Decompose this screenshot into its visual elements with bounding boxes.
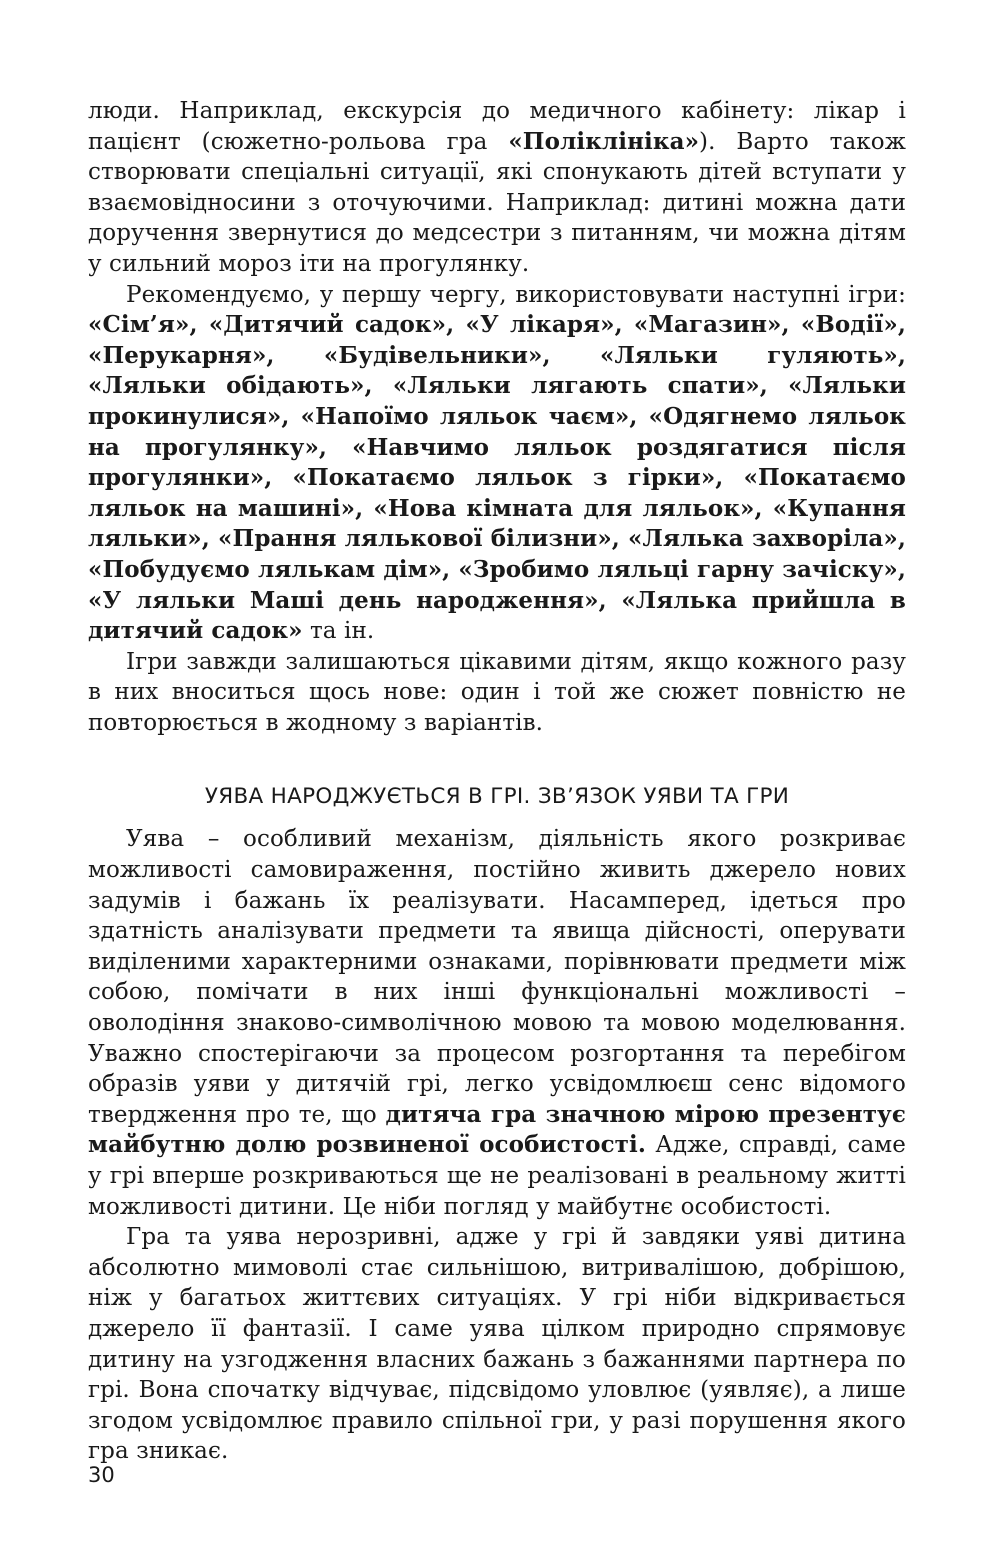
section-heading: УЯВА НАРОДЖУЄТЬСЯ В ГРІ. ЗВ’ЯЗОК УЯВИ ТА ГРИ bbox=[204, 784, 790, 810]
paragraph-text: люди. Наприклад, екскурсія до медичного кабінету: лікар і пацієнт (сюжетно-рольова гра bbox=[88, 98, 906, 155]
game-titles-list: «Сім’я», «Дитячий садок», «У лікаря», «Магазин», «Водії», «Перукарня», «Будівельники», «Ляльки гуляють», «Ляльки обідають», «Ляльки лягають спати», «Ляльки прокинулися», «Напоїмо ляльок чаєм», «Одягнемо ляльок на прогулянку», «Навчимо ляльок роздягатися після прогулянки», «Покатаємо ляльок з гірки», «Покатаємо ляльок на машині», «Нова кімната для ляльок», «Купання ляльки», «Прання лялькової білизни», «Лялька захворіла», «Побудуємо лялькам дім», «Зробимо ляльці гарну зачіску», «У ляльки Маші день народження», «Лялька прийшла в дитячий садок» bbox=[88, 311, 906, 645]
paragraph-game-and-imagination bbox=[88, 1222, 906, 1467]
page-body bbox=[88, 96, 906, 1467]
paragraph-imagination bbox=[88, 824, 906, 1222]
emphasis-statement: дитяча гра значною мірою презентує майбутню долю розвиненої особистості. bbox=[88, 1100, 906, 1159]
paragraph-text: та ін. bbox=[302, 618, 375, 645]
paragraph-text: Гра та уява нерозривні, адже у грі й завдяки уяві дитина абсолютно мимоволі стає сильнішою, витривалішою, добрішою, ніж у багатьох життєвих ситуаціях. У грі ніби відкривається джерело її фантазії. І саме уява цілком природно спрямовує дитину на узгодження власних бажань з бажаннями партнера по грі. Вона спочатку відчуває, підсвідомо уловлює (уявляє), а лише згодом усвідомлює правило спільної гри, у разі порушення якого гра зникає. bbox=[88, 1224, 906, 1465]
paragraph-text: Уява – особливий механізм, діяльність якого розкриває можливості самовираження, постійно живить джерело нових задумів і бажань їх реалізувати. Насамперед, ідеться про здатність аналізувати предмети та явища дійсності, оперувати виділеними характерними ознаками, порівнювати предмети між собою, помічати в них інші функціональні можливості – оволодіння знаково-символічною мовою та мовою моделювання. Уважно спостерігаючи за процесом розгортання та перебігом образів уяви у дитячій грі, легко усвідомлюєш сенс відомого твердження про те, що bbox=[88, 826, 906, 1128]
paragraph-text: Ігри завжди залишаються цікавими дітям, якщо кожного разу в них вноситься щось нове: один і той же сюжет повністю не повторюється в жодному з варіантів. bbox=[88, 648, 906, 736]
paragraph-recommended-games bbox=[88, 280, 906, 647]
paragraph-text: Рекомендуємо, у першу чергу, використовувати наступні ігри: bbox=[126, 281, 906, 308]
paragraph-text: ). Варто також створювати спеціальні ситуації, які спонукають дітей вступати у взаємовідносини з оточуючими. Наприклад: дитині можна дати доручення звернутися до медсестри з питанням, чи можна дітям у сильний мороз іти на прогулянку. bbox=[88, 128, 906, 277]
paragraph-games-interesting bbox=[88, 647, 906, 739]
page-number: 30 bbox=[88, 1463, 115, 1487]
game-title-polyclinic: «Поліклініка» bbox=[508, 127, 700, 155]
paragraph-excursion bbox=[88, 96, 906, 280]
paragraph-text: Адже, справді, саме у грі вперше розкриваються ще не реалізовані в реальному житті можливості дитини. Це ніби погляд у майбутнє особистості. bbox=[88, 1132, 906, 1220]
